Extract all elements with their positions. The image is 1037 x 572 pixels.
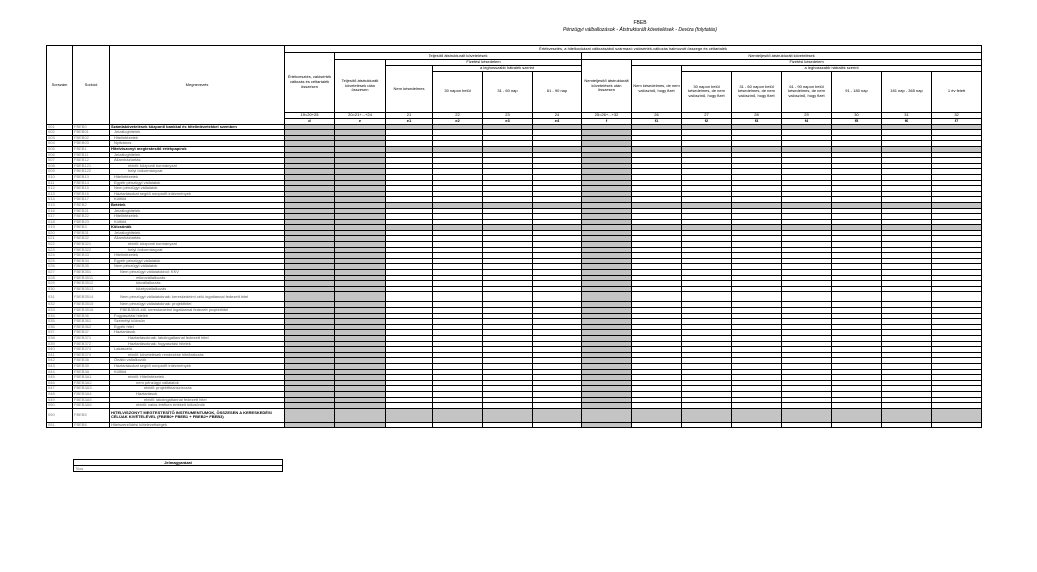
- row-code: FBEB373: [73, 347, 110, 353]
- row-code: FBEB1: [73, 146, 110, 152]
- row-number: 048: [47, 391, 73, 397]
- row-code: FBEB3A: [73, 369, 110, 375]
- value-cell: [533, 408, 582, 422]
- row-code: FBEB322: [73, 247, 110, 253]
- header-colletter: e1: [386, 118, 433, 124]
- value-cell[interactable]: [932, 292, 982, 302]
- row-name: Jelzáloghitelek: [110, 152, 285, 158]
- row-code: FBEB14: [73, 180, 110, 186]
- value-cell: [782, 408, 832, 422]
- row-code: FBEB371: [73, 335, 110, 341]
- value-cell: [335, 292, 386, 302]
- row-name: Államháztartás: [110, 236, 285, 242]
- value-cell: [285, 422, 335, 428]
- header-colnum: 22: [433, 112, 483, 118]
- value-cell[interactable]: [932, 422, 982, 428]
- value-cell: [932, 408, 982, 422]
- row-number: 016: [47, 208, 73, 214]
- row-name: Háztartásoknak: fogyasztási hitelek: [110, 341, 285, 347]
- row-code: FBEB351: [73, 270, 110, 276]
- row-name: Számlakövetelések központi bankkal és hitelintézetekkel szemben: [110, 124, 285, 130]
- row-code: FBEB3513: [73, 286, 110, 292]
- row-number: 046: [47, 380, 73, 386]
- row-number: 050: [47, 408, 73, 422]
- header-overdue: Fizetési késedelem: [386, 60, 582, 66]
- row-code: FBEB11: [73, 152, 110, 158]
- row-number: 013: [47, 191, 73, 197]
- row-name: Háztartásoknak: lakóingatlannal fedezett hitel: [110, 335, 285, 341]
- row-name: Háztartásokat segítő nonprofit intézmények: [110, 191, 285, 197]
- value-cell[interactable]: [483, 422, 533, 428]
- report-subtitle: Pénzügyi válballozások - Átstrukturált követelések - Deviza (folytatás): [563, 26, 717, 33]
- row-code: FBEB3515: [73, 302, 110, 308]
- header-colletter: f3: [732, 118, 782, 124]
- row-number: 009: [47, 169, 73, 175]
- row-name: Nem pénzügyi vállalatokból: KKV: [110, 270, 285, 276]
- row-number: 018: [47, 219, 73, 225]
- row-name: Háztartásokat segítő nonprofit intézmények: [110, 363, 285, 369]
- value-cell: [682, 408, 732, 422]
- row-code: FBEB33: [73, 253, 110, 259]
- row-name: helyi önkormányzat: [110, 247, 285, 253]
- row-name: helyi önkormányzat: [110, 169, 285, 175]
- row-name: ebből: központi kormányzat: [110, 242, 285, 248]
- row-number: 040: [47, 347, 73, 353]
- report-table: [46, 45, 982, 428]
- row-number: 045: [47, 375, 73, 381]
- row-code: FBEB3A3: [73, 386, 110, 392]
- header-colletter: f4: [782, 118, 832, 124]
- value-cell: [433, 408, 483, 422]
- row-number: 039: [47, 341, 73, 347]
- header-np-181-365: 181 nap - 365 nap: [882, 71, 932, 112]
- value-cell[interactable]: [832, 422, 882, 428]
- header-np-30: 30 napon belül késedelmes, de nem valószínű, hogy fizet: [682, 71, 732, 112]
- value-cell: [882, 408, 932, 422]
- row-code: FBEB23: [73, 219, 110, 225]
- value-cell[interactable]: [732, 292, 782, 302]
- row-code: FBEB3A5: [73, 397, 110, 403]
- header-colnum: 26: [632, 112, 682, 118]
- header-d61-90: 61 - 90 nap: [533, 71, 582, 112]
- row-number: 044: [47, 369, 73, 375]
- value-cell: [285, 292, 335, 302]
- row-name: Hitelintézetek: [110, 135, 285, 141]
- table-row: [47, 292, 982, 302]
- header-colletter: e2: [433, 118, 483, 124]
- row-code: FBEB122: [73, 169, 110, 175]
- row-number: 014: [47, 197, 73, 203]
- row-number: 011: [47, 180, 73, 186]
- row-name: Háztartások: [110, 330, 285, 336]
- row-number: 023: [47, 247, 73, 253]
- row-number: 003: [47, 135, 73, 141]
- row-code: FBEB3516: [73, 308, 110, 314]
- value-cell[interactable]: [533, 292, 582, 302]
- header-colletter: f: [582, 118, 632, 124]
- row-code: FBEB6: [73, 422, 110, 428]
- row-name: középvállalkozás: [110, 286, 285, 292]
- row-name: Háztartások: [110, 391, 285, 397]
- header-colnum: 20=21+...+24: [335, 112, 386, 118]
- row-name: ebből: központi kormányzat: [110, 163, 285, 169]
- row-name: Külföld: [110, 369, 285, 375]
- row-number: 010: [47, 174, 73, 180]
- row-number: 028: [47, 275, 73, 281]
- row-number: 049: [47, 397, 73, 403]
- value-cell: [582, 422, 632, 428]
- header-np-over1y: 1 év felett: [932, 71, 982, 112]
- value-cell: [386, 408, 433, 422]
- report-code: FBEB: [633, 20, 647, 26]
- value-cell: [582, 408, 632, 422]
- row-number: 034: [47, 313, 73, 319]
- header-top-band: Értékvesztés, a hitelkockázat változásából származó valósérték-változás halmozott összege és céltartalék: [285, 46, 982, 53]
- row-number: 026: [47, 264, 73, 270]
- row-name: Hitelviszonyt megtestesítő értékpapírok: [110, 146, 285, 152]
- row-number: 006: [47, 152, 73, 158]
- value-cell[interactable]: [882, 422, 932, 428]
- row-name: Betétek: [110, 202, 285, 208]
- table-row: [47, 422, 982, 428]
- header-colnum: 32: [932, 112, 982, 118]
- row-code: FBEB34: [73, 258, 110, 264]
- row-number: 012: [47, 186, 73, 192]
- row-name: Fogyasztási hitelek: [110, 313, 285, 319]
- row-code: FBEB121: [73, 163, 110, 169]
- row-code: FBEB3A6: [73, 403, 110, 409]
- header-colnum: 27: [682, 112, 732, 118]
- row-code: FBEB0: [73, 124, 110, 130]
- row-name: Jelzáloghitelek: [110, 230, 285, 236]
- row-number: 035: [47, 319, 73, 325]
- row-code: FBEB31: [73, 230, 110, 236]
- header-colletter: d: [285, 118, 335, 124]
- row-code: FBEB32: [73, 236, 110, 242]
- header-colnum: 31: [882, 112, 932, 118]
- row-code: FBEB374: [73, 352, 110, 358]
- header-colletter: f6: [882, 118, 932, 124]
- row-number: 036: [47, 324, 73, 330]
- value-cell: [832, 408, 882, 422]
- value-cell: [582, 292, 632, 302]
- header-np-61-90: 61 - 90 napon belül késedelmes, de nem valószínű, hogy fizet: [782, 71, 832, 112]
- row-name: Nyilvános: [110, 141, 285, 147]
- header-performing: Teljesítő átstrukturált követelések: [335, 53, 582, 60]
- row-number: 041: [47, 352, 73, 358]
- row-name: Jelzáloghitelek: [110, 208, 285, 214]
- header-colletter: e4: [533, 118, 582, 124]
- row-name: Lakáscélú: [110, 347, 285, 353]
- row-code: FBEB39: [73, 363, 110, 369]
- row-code: FBEB37: [73, 330, 110, 336]
- header-colletter: f2: [682, 118, 732, 124]
- header-colletter: e: [335, 118, 386, 124]
- header-perf-total: Teljesítő átstrukturált követelések után összesen: [335, 60, 386, 113]
- row-number: 042: [47, 358, 73, 364]
- header-code: Sorkód: [73, 46, 110, 125]
- row-name: ebből: követelések rendezése hiteltartozás: [110, 352, 285, 358]
- row-name: ebből: lakóingatlannal fedezett hitel: [110, 397, 285, 403]
- value-cell[interactable]: [433, 422, 483, 428]
- row-number: 032: [47, 302, 73, 308]
- value-cell[interactable]: [882, 292, 932, 302]
- row-code: FBEB02: [73, 135, 110, 141]
- row-name: Jelzáloghitelek: [110, 130, 285, 136]
- row-name: Hitelintézetek: [110, 174, 285, 180]
- row-code: FBEB21: [73, 208, 110, 214]
- row-number: 047: [47, 386, 73, 392]
- row-number: 015: [47, 202, 73, 208]
- header-colnum: 29: [782, 112, 832, 118]
- row-name: Nem pénzügyi vállalatok: [110, 186, 285, 192]
- row-name: Személyi kölcsön: [110, 319, 285, 325]
- row-name: Hitelintézetek: [110, 253, 285, 259]
- row-code: FBEB361: [73, 319, 110, 325]
- row-number: 002: [47, 130, 73, 136]
- value-cell: [285, 408, 335, 422]
- row-code: FBEB5: [73, 408, 110, 422]
- row-name: kisvállalkozás: [110, 281, 285, 287]
- header-colnum: 21: [386, 112, 433, 118]
- header-np-overdue: Fizetési késedelem: [632, 60, 982, 66]
- header-np-31-60: 31 - 60 napon belül késedelmes, de nem valószínű, hogy fizet: [732, 71, 782, 112]
- header-np-not-overdue: Nem késedelmes, de nem valószínű, hogy fizet: [632, 66, 682, 113]
- value-cell[interactable]: [732, 422, 782, 428]
- value-cell[interactable]: [483, 292, 533, 302]
- row-number: 004: [47, 141, 73, 147]
- row-name: Hitelszerződési kötelezettségek: [110, 422, 285, 428]
- row-name: ebből: valós értéken értékelt kölcsönök: [110, 403, 285, 409]
- row-number: 031: [47, 292, 73, 302]
- row-number: 005: [47, 146, 73, 152]
- header-d30: 30 napon belül: [433, 71, 483, 112]
- row-name: FBEB3515-ből: kereskedelmi ingatlannal fedezett projekthitel: [110, 308, 285, 314]
- row-name: Egyéb pénzügyi vállalatok: [110, 180, 285, 186]
- value-cell[interactable]: [632, 292, 682, 302]
- header-name: Megnevezés: [110, 46, 285, 125]
- header-np-longest: a leghosszabb hátralék szerint: [682, 66, 982, 72]
- row-number: 024: [47, 253, 73, 259]
- header-col-d: Értékvesztés, valósérték változás és céltartalék összesen: [285, 53, 335, 113]
- row-name: Önálló vállalkozók: [110, 358, 285, 364]
- header-not-overdue: Nem késedelmes: [386, 66, 433, 113]
- row-code: FBEB2: [73, 202, 110, 208]
- header-np-91-180: 91 - 180 nap: [832, 71, 882, 112]
- row-name: Külföld: [110, 219, 285, 225]
- value-cell[interactable]: [433, 292, 483, 302]
- row-number: 038: [47, 335, 73, 341]
- header-longest: a leghosszabb hátralék szerint: [433, 66, 582, 72]
- row-name: nem pénzügyi vállalatok: [110, 380, 285, 386]
- row-number: 021: [47, 236, 73, 242]
- value-cell[interactable]: [533, 422, 582, 428]
- row-name: Nem pénzügyi vállalatoknak: kereskedelmi célú ingatlannal fedezett hitel: [110, 292, 285, 302]
- row-code: FBEB03: [73, 141, 110, 147]
- value-cell[interactable]: [682, 422, 732, 428]
- row-number: 043: [47, 363, 73, 369]
- row-number: 017: [47, 214, 73, 220]
- header-colletter: f5: [832, 118, 882, 124]
- row-number: 033: [47, 308, 73, 314]
- row-code: FBEB372: [73, 341, 110, 347]
- row-name: Egyéb hitel: [110, 324, 285, 330]
- row-code: FBEB12: [73, 158, 110, 164]
- header-colnum: 24: [533, 112, 582, 118]
- header-colletter: f1: [632, 118, 682, 124]
- row-code: FBEB01: [73, 130, 110, 136]
- row-code: FBEB3A1: [73, 375, 110, 381]
- row-number: 022: [47, 242, 73, 248]
- row-name: Külföld: [110, 197, 285, 203]
- row-number: 051: [47, 422, 73, 428]
- row-name: mikrovállalkozás: [110, 275, 285, 281]
- row-code: FBEB3512: [73, 281, 110, 287]
- header-rowno: Sorszám: [47, 46, 73, 125]
- row-code: FBEB3514: [73, 292, 110, 302]
- row-number: 001: [47, 124, 73, 130]
- row-code: FBEB3A2: [73, 380, 110, 386]
- row-name: Államháztartás: [110, 158, 285, 164]
- row-code: FBEB3511: [73, 275, 110, 281]
- row-number: 027: [47, 270, 73, 276]
- row-code: FBEB321: [73, 242, 110, 248]
- row-code: FBEB17: [73, 197, 110, 203]
- row-name: ebből: projektfinanszírozás: [110, 386, 285, 392]
- value-cell[interactable]: [832, 292, 882, 302]
- row-number: 020: [47, 230, 73, 236]
- value-cell[interactable]: [386, 422, 433, 428]
- header-colnum: 25=26+...+32: [582, 112, 632, 118]
- row-code: FBEB13: [73, 174, 110, 180]
- row-number: 029: [47, 281, 73, 287]
- row-name: Nem pénzügyi vállalatok: [110, 264, 285, 270]
- header-colletter: f7: [932, 118, 982, 124]
- row-code: FBEB3: [73, 225, 110, 231]
- header-colnum: 30: [832, 112, 882, 118]
- value-cell[interactable]: [682, 292, 732, 302]
- row-code: FBEB16: [73, 191, 110, 197]
- header-colnum: 28: [732, 112, 782, 118]
- legend-text: Tilos: [74, 466, 283, 472]
- header-colletter: e3: [483, 118, 533, 124]
- row-code: FBEB22: [73, 214, 110, 220]
- row-code: FBEB362: [73, 324, 110, 330]
- row-name: Kölcsönök: [110, 225, 285, 231]
- row-code: FBEB35: [73, 264, 110, 270]
- row-code: FBEB38: [73, 358, 110, 364]
- row-code: FBEB3A4: [73, 391, 110, 397]
- row-number: 037: [47, 330, 73, 336]
- row-code: FBEB36: [73, 313, 110, 319]
- value-cell: [335, 408, 386, 422]
- value-cell[interactable]: [782, 292, 832, 302]
- legend-label: Jelmagyarázat: [74, 460, 283, 466]
- row-code: FBEB15: [73, 186, 110, 192]
- value-cell[interactable]: [632, 422, 682, 428]
- row-number: 025: [47, 258, 73, 264]
- row-name: ebből: Hitelintézetek: [110, 375, 285, 381]
- value-cell[interactable]: [386, 292, 433, 302]
- header-colnum: 19=20+25: [285, 112, 335, 118]
- row-number: 019: [47, 225, 73, 231]
- header-nonperforming: Nemteljesítő átstrukturált követelések: [582, 53, 982, 60]
- legend-box: [73, 459, 283, 472]
- row-number: 008: [47, 163, 73, 169]
- row-name: HITELVISZONYT MEGTESTESÍTŐ INSTRUMENTUMOK, ÖSSZESEN A KERESKEDÉSI CÉLÚAK KIVÉTELÉVEL (FBEB0+ FBEB1 + FBEB2+ FBEB3): [110, 408, 285, 422]
- value-cell: [483, 408, 533, 422]
- value-cell: [335, 422, 386, 428]
- row-name: Egyéb pénzügyi vállalatok: [110, 258, 285, 264]
- value-cell[interactable]: [782, 422, 832, 428]
- header-colnum: 23: [483, 112, 533, 118]
- table-row: [47, 408, 982, 422]
- report-title-block: [440, 20, 840, 33]
- value-cell: [632, 408, 682, 422]
- value-cell: [732, 408, 782, 422]
- row-number: 050: [47, 403, 73, 409]
- row-number: 030: [47, 286, 73, 292]
- row-name: Nem pénzügyi vállalatoknak: projekthitel: [110, 302, 285, 308]
- row-number: 007: [47, 158, 73, 164]
- header-nonperf-total: Nemteljesítő átstrukturált követelések után összesen: [582, 60, 632, 113]
- header-d31-60: 31 - 60 nap: [483, 71, 533, 112]
- row-name: Hitelintézetek: [110, 214, 285, 220]
